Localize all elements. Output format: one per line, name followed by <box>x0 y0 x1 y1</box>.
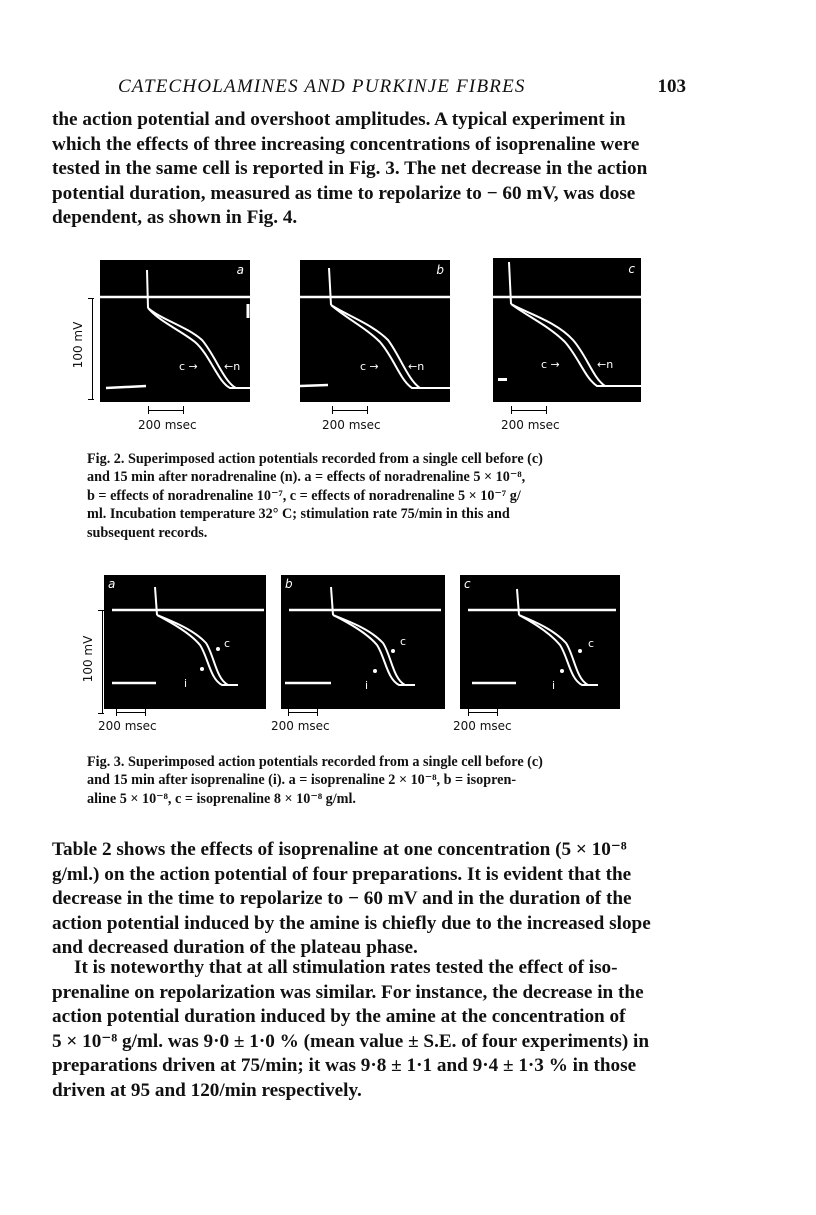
label-c: c <box>400 635 407 648</box>
action-potential-trace <box>460 575 620 709</box>
label-c: c <box>224 637 231 650</box>
figure-2-caption <box>87 450 648 542</box>
caption-line: ml. Incubation temperature 32° C; stimulation rate 75/min in this and <box>87 506 510 523</box>
fig2-panel-a <box>100 260 250 402</box>
arrow-marker <box>560 669 564 673</box>
paragraph-2 <box>52 838 686 961</box>
figure-3-caption <box>87 753 648 808</box>
text-line: action potential duration induced by the amine at the concentration of <box>52 1006 626 1027</box>
running-title: CATECHOLAMINES AND PURKINJE FIBRES <box>118 76 526 97</box>
panel-letter: c <box>628 262 635 276</box>
label-i: i <box>184 677 188 690</box>
text-line: tested in the same cell is reported in Fig. 3. The net decrease in the action <box>52 158 648 179</box>
time-scale-label: 200 msec <box>501 418 560 432</box>
text-line: which the effects of three increasing concentrations of isoprenaline were <box>52 133 640 155</box>
panel-letter: b <box>285 577 293 591</box>
figure-2 <box>70 258 660 438</box>
label-c: c → <box>541 358 560 371</box>
text-line: preparations driven at 75/min; it was 9·8 ± 1·1 and 9·4 ± 1·3 % in those <box>52 1055 637 1076</box>
figure-3 <box>70 568 630 740</box>
text-line: and decreased duration of the plateau phase. <box>52 937 418 958</box>
arrow-marker <box>216 647 220 651</box>
time-scale-label: 200 msec <box>98 719 157 733</box>
action-potential-trace <box>300 260 450 402</box>
text-line: prenaline on repolarization was similar. For instance, the decrease in the <box>52 981 644 1003</box>
time-scale-bar <box>116 712 146 713</box>
text-line: Table 2 shows the effects of isoprenaline at one concentration (5 × 10⁻⁸ <box>52 839 627 860</box>
caption-line: and 15 min after noradrenaline (n). a = effects of noradrenaline 5 × 10⁻⁸, <box>87 469 526 486</box>
text-line: action potential induced by the amine is chiefly due to the increased slope <box>52 912 651 934</box>
text-line: 5 × 10⁻⁸ g/ml. was 9·0 ± 1·0 % (mean value ± S.E. of four experiments) in <box>52 1030 650 1052</box>
action-potential-trace <box>281 575 445 709</box>
panel-letter: a <box>108 577 116 591</box>
fig2-panel-b <box>300 260 450 402</box>
text-line: It is noteworthy that at all stimulation rates tested the effect of iso- <box>74 957 618 978</box>
time-scale-bar <box>468 712 498 713</box>
paragraph-3 <box>52 956 686 1103</box>
y-scale-label: 100 mV <box>81 635 95 683</box>
arrow-marker <box>391 649 395 653</box>
fig3-panel-b <box>281 575 445 709</box>
y-scale-bar <box>92 298 93 400</box>
label-c: c → <box>179 360 198 373</box>
fig3-panel-c <box>460 575 620 709</box>
text-line: driven at 95 and 120/min respectively. <box>52 1079 362 1101</box>
caption-line: aline 5 × 10⁻⁸, c = isoprenaline 8 × 10⁻⁸ g/ml. <box>87 790 356 807</box>
label-i: i <box>552 679 556 692</box>
time-scale-label: 200 msec <box>138 418 197 432</box>
time-scale-bar <box>511 410 547 411</box>
caption-line: and 15 min after isoprenaline (i). a = isoprenaline 2 × 10⁻⁸, b = isopren- <box>87 772 517 789</box>
arrow-marker <box>200 667 204 671</box>
panel-letter: c <box>464 577 471 591</box>
fig2-panel-c <box>493 258 641 402</box>
time-scale-label: 200 msec <box>271 719 330 733</box>
running-header <box>52 76 686 102</box>
paragraph-1 <box>52 108 686 231</box>
text-line: the action potential and overshoot amplitudes. A typical experiment in <box>52 109 626 130</box>
caption-line: Fig. 2. Superimposed action potentials recorded from a single cell before (c) <box>87 451 543 467</box>
caption-line: b = effects of noradrenaline 10⁻⁷, c = effects of noradrenaline 5 × 10⁻⁷ g/ <box>87 487 521 504</box>
label-n: ←n <box>597 358 614 371</box>
panel-letter: b <box>436 263 444 277</box>
time-scale-label: 200 msec <box>322 418 381 432</box>
fig3-panel-a <box>104 575 266 709</box>
time-scale-bar <box>288 712 318 713</box>
panel-letter: a <box>236 263 244 277</box>
caption-line: Fig. 3. Superimposed action potentials recorded from a single cell before (c) <box>87 754 543 770</box>
text-line: potential duration, measured as time to repolarize to − 60 mV, was dose <box>52 182 636 204</box>
time-scale-bar <box>148 410 184 411</box>
y-scale-bar <box>102 610 103 714</box>
label-c: c → <box>360 360 379 373</box>
text-line: dependent, as shown in Fig. 4. <box>52 207 298 228</box>
caption-line: subsequent records. <box>87 524 208 541</box>
page-number: 103 <box>657 76 686 97</box>
label-c: c <box>588 637 595 650</box>
action-potential-trace <box>100 260 250 402</box>
label-n: ←n <box>224 360 241 373</box>
label-n: ←n <box>408 360 425 373</box>
text-line: decrease in the time to repolarize to − 60 mV and in the duration of the <box>52 888 632 909</box>
arrow-marker <box>373 669 377 673</box>
text-line: g/ml.) on the action potential of four preparations. It is evident that the <box>52 863 632 885</box>
time-scale-bar <box>332 410 368 411</box>
time-scale-label: 200 msec <box>453 719 512 733</box>
arrow-marker <box>578 649 582 653</box>
y-scale-label: 100 mV <box>71 321 85 369</box>
label-i: i <box>365 679 369 692</box>
action-potential-trace <box>493 258 641 402</box>
